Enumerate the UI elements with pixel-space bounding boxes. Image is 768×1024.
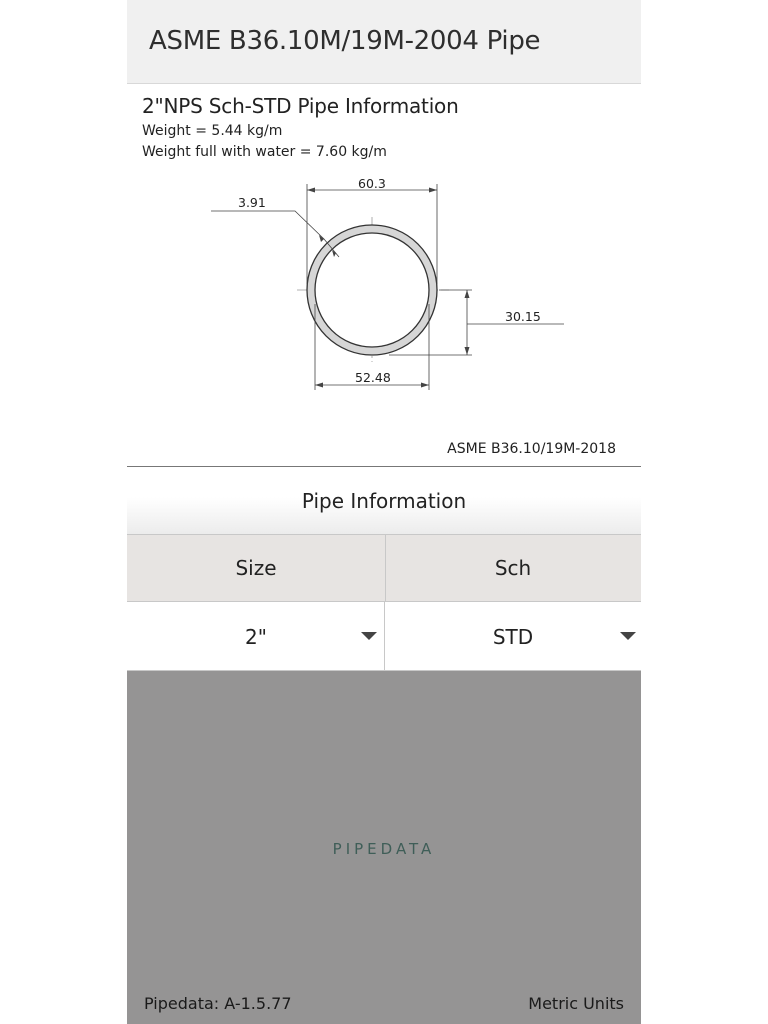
standard-reference: ASME B36.10/19M-2018: [447, 441, 616, 457]
weight-text: Weight = 5.44 kg/m: [142, 123, 283, 139]
sch-column-header: Sch: [494, 556, 532, 580]
section-header: [127, 467, 641, 534]
size-dropdown[interactable]: [127, 602, 385, 670]
radius-arrow-top: [465, 290, 470, 298]
id-label: 52.48: [355, 370, 391, 385]
pipe-info-title: 2"NPS Sch-STD Pipe Information: [142, 94, 459, 118]
caret-down-icon: [620, 632, 636, 640]
weight-water-text: Weight full with water = 7.60 kg/m: [142, 144, 387, 160]
od-label: 60.3: [358, 176, 386, 191]
id-arrow-left: [315, 383, 323, 388]
app-screen: [127, 0, 641, 1024]
sch-dropdown-value: STD: [492, 625, 534, 649]
selector-table-header: [127, 534, 641, 602]
radius-arrow-bottom: [465, 347, 470, 355]
pipe-cross-section-drawing: [127, 84, 641, 466]
pipe-info-panel: [127, 84, 641, 466]
od-arrow-right: [429, 188, 437, 193]
units-text: Metric Units: [528, 994, 624, 1013]
section-title: Pipe Information: [301, 489, 467, 513]
app-title: ASME B36.10M/19M-2004 Pipe: [149, 26, 541, 56]
footer-panel: [127, 671, 641, 1024]
sch-dropdown[interactable]: [385, 602, 641, 670]
selector-row: [127, 602, 641, 671]
od-arrow-left: [307, 188, 315, 193]
app-bar: [127, 0, 641, 84]
size-column-header: Size: [127, 535, 386, 601]
caret-down-icon: [361, 632, 377, 640]
id-arrow-right: [421, 383, 429, 388]
brand-logo-text: PIPEDATA: [332, 840, 436, 858]
radius-label: 30.15: [505, 309, 541, 324]
version-text: Pipedata: A-1.5.77: [144, 994, 292, 1013]
wall-thickness-label: 3.91: [238, 195, 266, 210]
size-dropdown-value: 2": [245, 625, 267, 649]
wall-thickness-leader: [211, 211, 339, 257]
